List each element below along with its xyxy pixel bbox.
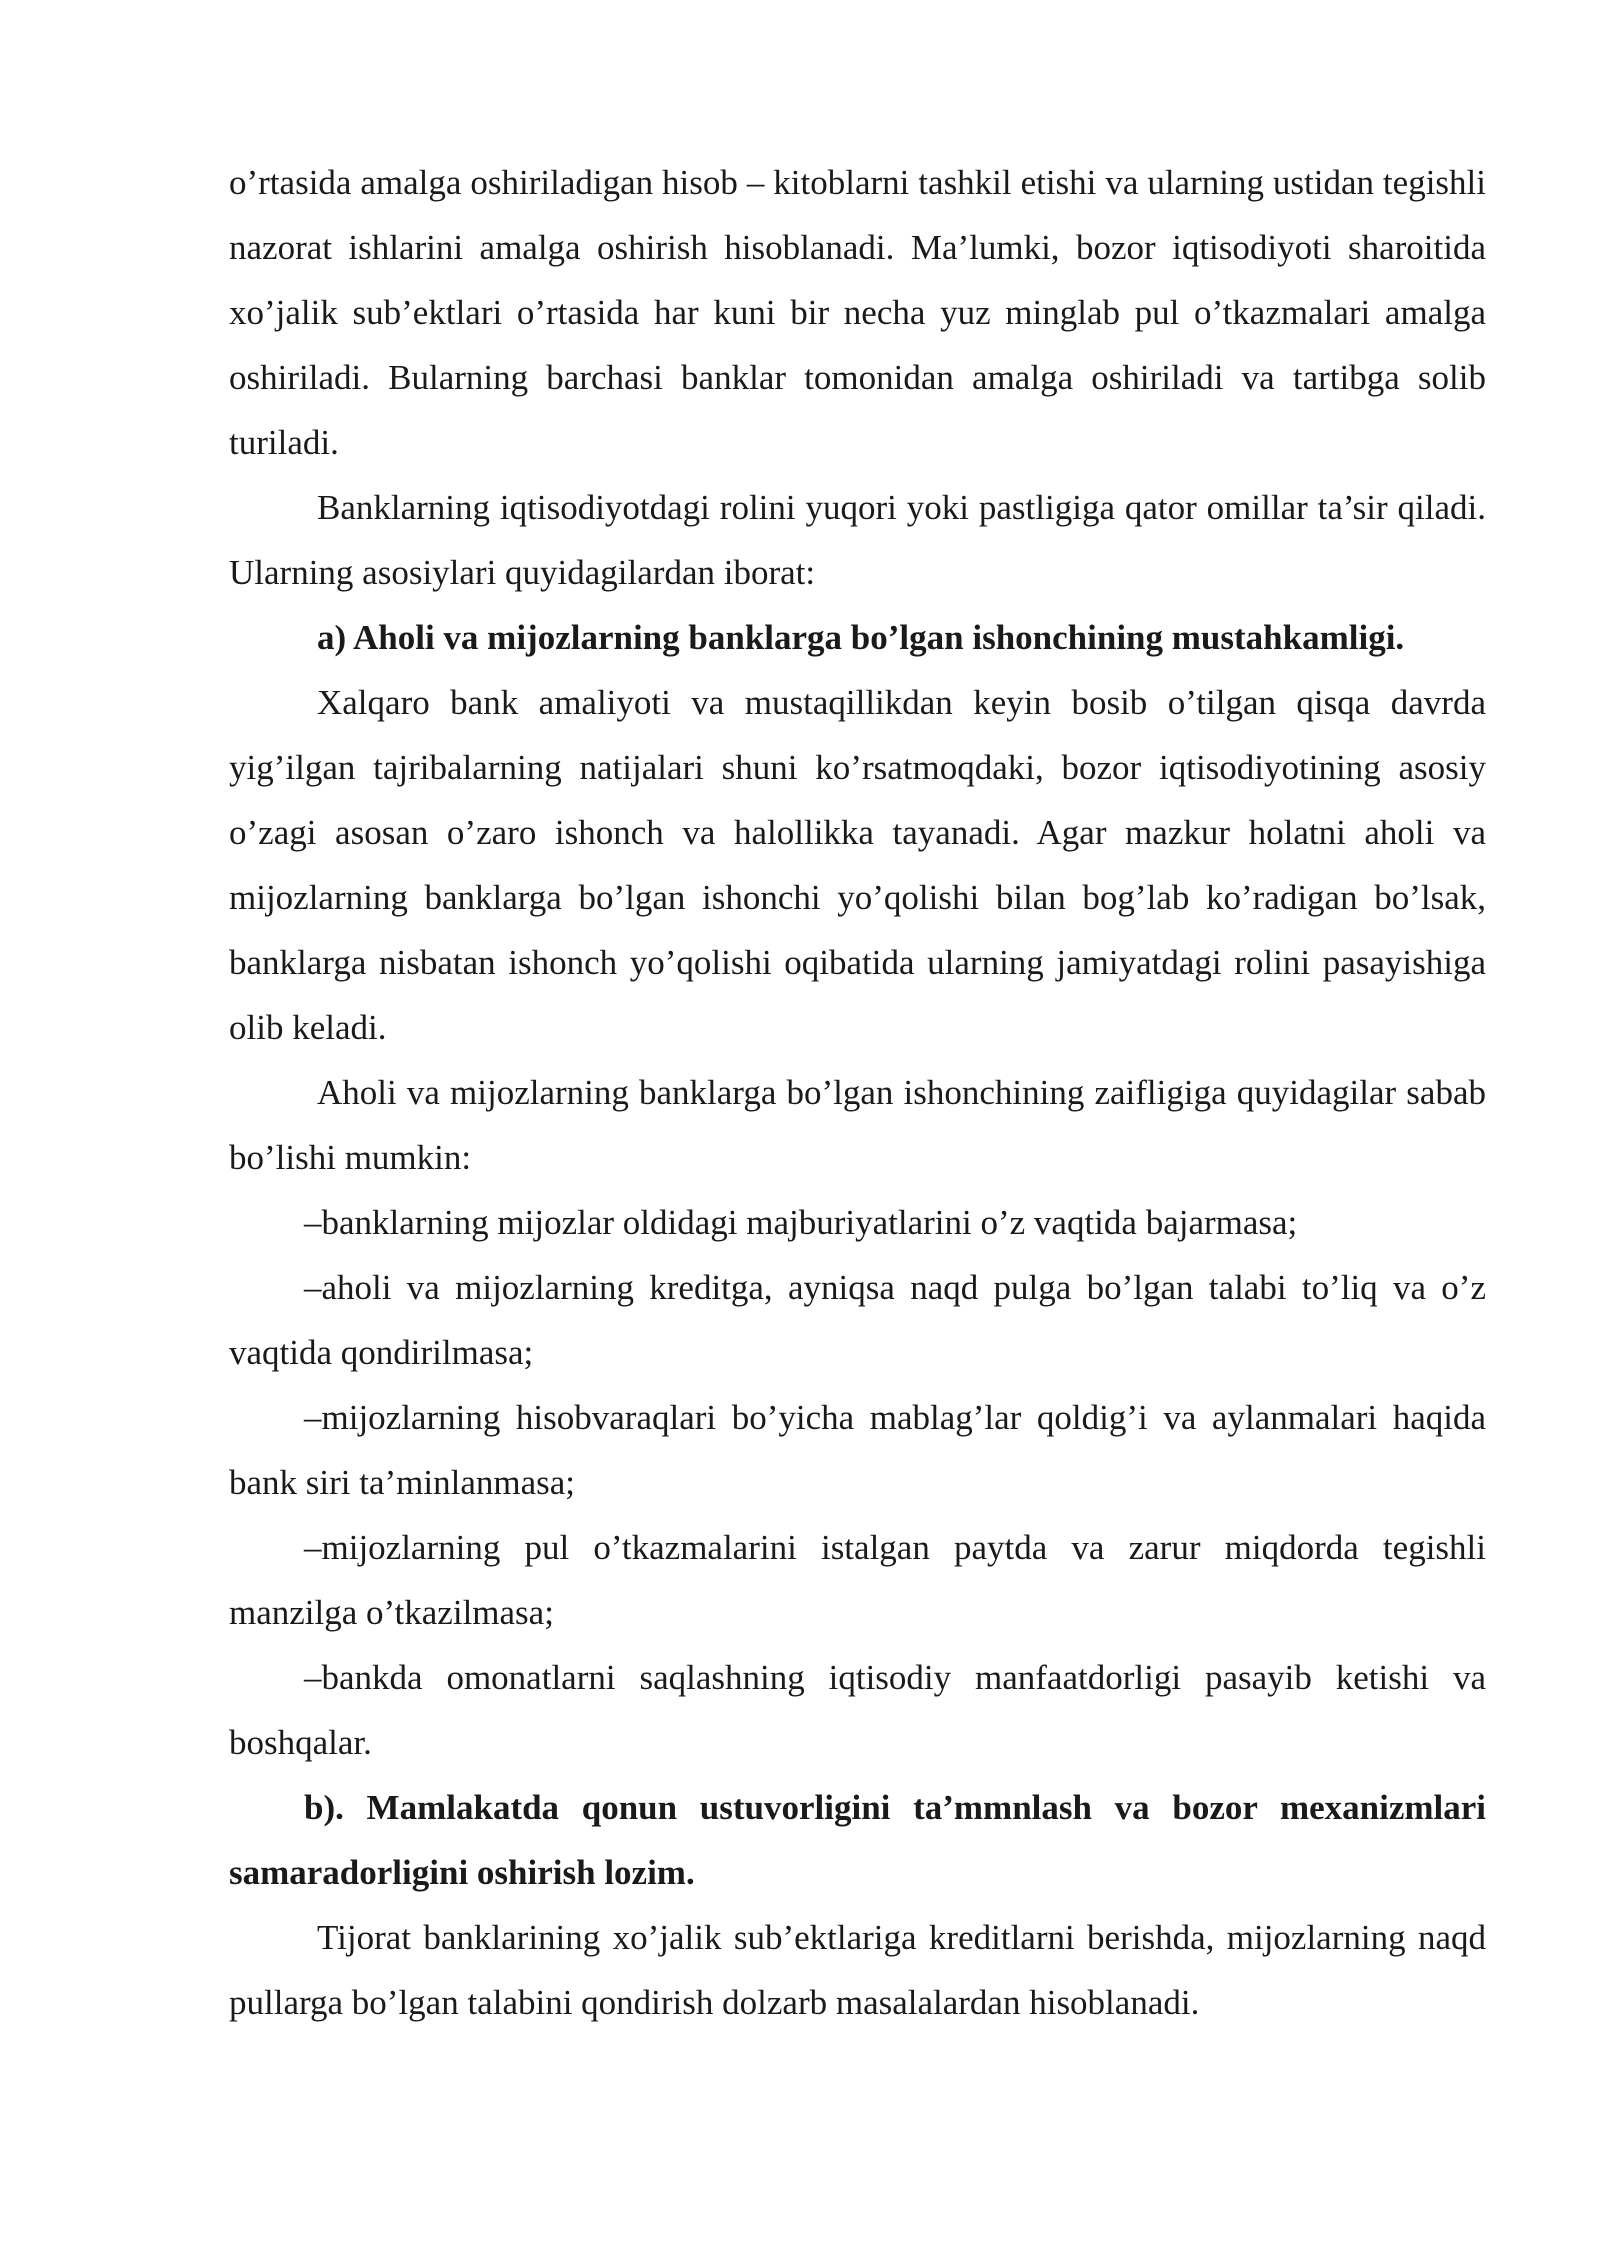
document-page xyxy=(229,150,1486,2035)
list-item: –banklarning mijozlar oldidagi majburiyatlarini o’z vaqtida bajarmasa; xyxy=(304,1203,1298,1242)
list-item: –mijozlarning pul o’tkazmalarini istalgan paytda va zarur miqdorda tegishli manzilga o’tkazilmasa; xyxy=(229,1528,1486,1632)
paragraph-trust: Xalqaro bank amaliyoti va mustaqillikdan keyin bosib o’tilgan qisqa davrda yig’ilgan tajribalarning natijalari shuni ko’rsatmoqdaki, bozor iqtisodiyotining asosiy o’zagi asosan o’zaro ishonch va halollikka tayanadi. Agar mazkur holatni aholi va mijozlarning banklarga bo’lgan ishonchi yo’qolishi bilan bog’lab ko’radigan bo’lsak, banklarga nisbatan ishonch yo’qolishi oqibatida ularning jamiyatdagi rolini pasayishiga olib keladi. xyxy=(229,683,1486,1047)
list-item: –mijozlarning hisobvaraqlari bo’yicha mablag’lar qoldig’i va aylanmalari haqida bank siri ta’minlanmasa; xyxy=(229,1398,1486,1502)
heading-a: a) Aholi va mijozlarning banklarga bo’lgan ishonchining mustahkamligi. xyxy=(317,618,1405,657)
paragraph-intro: o’rtasida amalga oshiriladigan hisob – kitoblarni tashkil etishi va ularning ustidan tegishli nazorat ishlarini amalga oshirish hisoblanadi. Ma’lumki, bozor iqtisodiyoti sharoitida xo’jalik sub’ektlari o’rtasida har kuni bir necha yuz minglab pul o’tkazmalari amalga oshiriladi. Bularning barchasi banklar tomonidan amalga oshiriladi va tartibga solib turiladi. xyxy=(229,163,1486,462)
paragraph-causes: Aholi va mijozlarning banklarga bo’lgan ishonchining zaifligiga quyidagilar sabab bo’lishi mumkin: xyxy=(229,1073,1486,1177)
heading-b: b). Mamlakatda qonun ustuvorligini ta’mmnlash va bozor mexanizmlari samaradorligini oshirish lozim. xyxy=(229,1788,1486,1892)
list-item: –aholi va mijozlarning kreditga, ayniqsa naqd pulga bo’lgan talabi to’liq va o’z vaqtida qondirilmasa; xyxy=(229,1268,1486,1372)
paragraph-factors: Banklarning iqtisodiyotdagi rolini yuqori yoki pastligiga qator omillar ta’sir qiladi. Ularning asosiylari quyidagilardan iborat: xyxy=(229,488,1486,592)
list-item: –bankda omonatlarni saqlashning iqtisodiy manfaatdorligi pasayib ketishi va boshqalar. xyxy=(229,1658,1486,1762)
paragraph-commercial-banks: Tijorat banklarining xo’jalik sub’ektlariga kreditlarni berishda, mijozlarning naqd pullarga bo’lgan talabini qondirish dolzarb masalalardan hisoblanadi. xyxy=(229,1918,1486,2022)
